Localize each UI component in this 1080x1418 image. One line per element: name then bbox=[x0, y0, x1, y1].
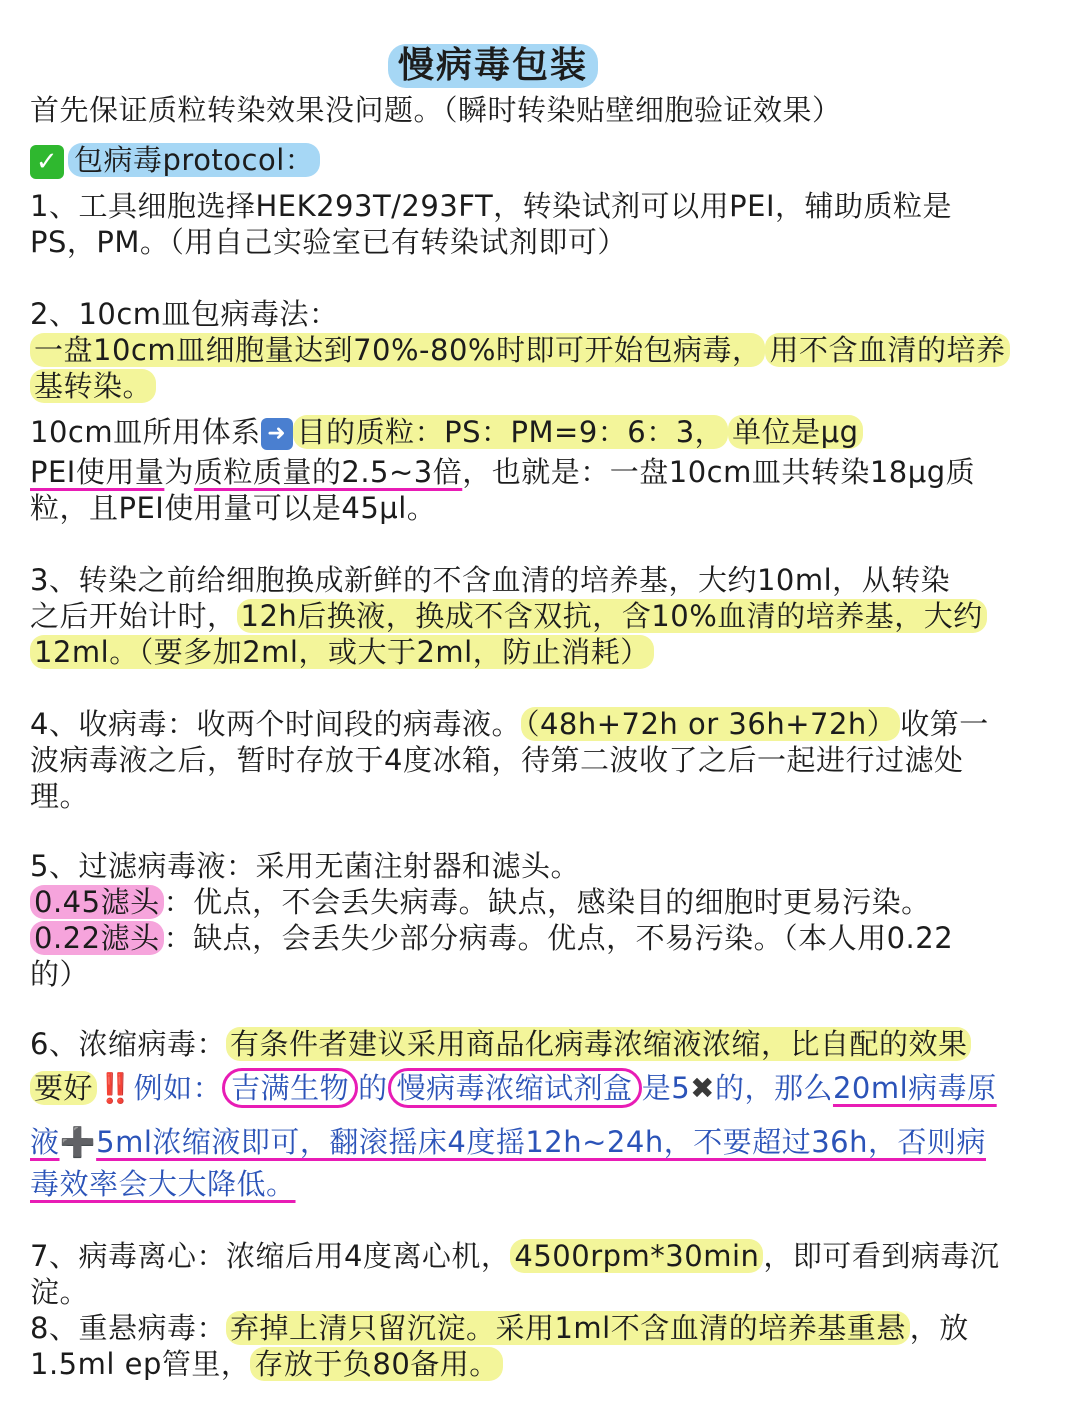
step8-label: 8、重悬病毒： bbox=[30, 1311, 226, 1345]
step6-label: 6、浓缩病毒： bbox=[30, 1027, 226, 1061]
step6-highlight: 有条件者建议采用商品化病毒浓缩液浓缩，比自配的效果 bbox=[226, 1027, 972, 1061]
step7-rest: ，即可看到病毒沉 bbox=[763, 1239, 1000, 1273]
step7-line1 bbox=[30, 1238, 999, 1274]
step8-storage: 存放于负80备用。 bbox=[250, 1347, 502, 1381]
step5-line2 bbox=[30, 920, 953, 956]
step6-volume: 20ml病毒原 bbox=[832, 1071, 997, 1105]
filter-022-desc: ：缺点，会丢失少部分病毒。优点，不易污染。（本人用0.22 bbox=[163, 921, 954, 955]
check-mark-icon: ✓ bbox=[30, 145, 64, 179]
step2-line1 bbox=[30, 332, 1010, 368]
step5-line3: 的） bbox=[30, 957, 90, 991]
step6-warning: 毒效率会大大降低。 bbox=[30, 1167, 296, 1201]
plus-icon: ➕ bbox=[59, 1125, 97, 1159]
step2-highlight-c: 基转染。 bbox=[30, 369, 156, 403]
step8-rest: ，放 bbox=[909, 1311, 969, 1345]
filter-045-desc: ：优点，不会丢失病毒。缺点，感染目的细胞时更易污染。 bbox=[163, 885, 931, 919]
step6-brand: 吉满生物 bbox=[222, 1068, 358, 1108]
step6-instructions: 5ml浓缩液即可，翻滚摇床4度摇12h~24h，不要超过36h，否则病 bbox=[96, 1125, 986, 1159]
step6-then: 的，那么 bbox=[714, 1071, 833, 1105]
step6-line2 bbox=[30, 1070, 997, 1106]
step5-title: 5、过滤病毒液：采用无菌注射器和滤头。 bbox=[30, 849, 580, 883]
step1-line2: PS，PM。（用自己实验室已有转染试剂即可） bbox=[30, 225, 627, 259]
step4-times: （48h+72h or 36h+72h） bbox=[521, 707, 900, 741]
page-title: 慢病毒包装 bbox=[388, 44, 598, 88]
step6-kit: 慢病毒浓缩试剂盒 bbox=[388, 1068, 642, 1108]
step2-highlight-a: 一盘10cm皿细胞量达到70%-80%时即可开始包病毒， bbox=[30, 333, 765, 367]
step2-pei-ratio: 质粒质量的2.5~3倍 bbox=[193, 455, 463, 489]
step3-volume: 12ml。（要多加2ml，或大于2ml，防止消耗） bbox=[30, 635, 654, 669]
step4-rest: 收第一 bbox=[900, 707, 989, 741]
step3-line2 bbox=[30, 598, 987, 634]
step2-line2 bbox=[30, 368, 156, 404]
step2-line3 bbox=[30, 414, 863, 450]
step5-line1 bbox=[30, 884, 931, 920]
intro-line: 首先保证质粒转染效果没问题。（瞬时转染贴壁细胞验证效果） bbox=[30, 93, 842, 127]
right-arrow-icon: ➜ bbox=[261, 418, 293, 450]
step7-label: 7、病毒离心：浓缩后用4度离心机， bbox=[30, 1239, 511, 1273]
step7-line2: 淀。 bbox=[30, 1275, 90, 1309]
step8-tube: 1.5ml ep管里， bbox=[30, 1347, 251, 1381]
step6-better: 要好 bbox=[30, 1071, 97, 1105]
step2-title: 2、10cm皿包病毒法： bbox=[30, 297, 339, 331]
filter-045-label: 0.45滤头 bbox=[30, 885, 164, 919]
step6-example: 例如： bbox=[133, 1071, 223, 1105]
step6-liquid: 液 bbox=[30, 1125, 60, 1159]
step6-line4 bbox=[30, 1166, 296, 1202]
step4-line1 bbox=[30, 706, 989, 742]
step2-highlight-b: 用不含血清的培养 bbox=[765, 333, 1009, 367]
step4-label: 4、收病毒：收两个时间段的病毒液。 bbox=[30, 707, 521, 741]
step4-line2: 波病毒液之后，暂时存放于4度冰箱，待第二波收了之后一起进行过滤处 bbox=[30, 743, 964, 777]
step4-line3: 理。 bbox=[30, 779, 90, 813]
step8-highlight: 弃掉上清只留沉淀。采用1ml不含血清的培养基重悬 bbox=[226, 1311, 910, 1345]
step3-start: 之后开始计时， bbox=[30, 599, 237, 633]
step3-line1: 3、转染之前给细胞换成新鲜的不含血清的培养基，大约10ml，从转染 bbox=[30, 563, 951, 597]
filter-022-label: 0.22滤头 bbox=[30, 921, 164, 955]
step6-line3 bbox=[30, 1124, 986, 1160]
step8-line2 bbox=[30, 1346, 503, 1382]
step2-line4 bbox=[30, 454, 975, 490]
protocol-heading bbox=[30, 142, 320, 179]
step2-unit: 单位是μg bbox=[728, 415, 862, 449]
step2-for: 为 bbox=[164, 455, 194, 489]
step2-line5: 粒，且PEI使用量可以是45μl。 bbox=[30, 491, 437, 525]
step6-five: 是5 bbox=[641, 1071, 691, 1105]
step2-ratio: 目的质粒：PS：PM=9：6：3， bbox=[293, 415, 729, 449]
step2-system-label: 10cm皿所用体系 bbox=[30, 415, 261, 449]
step7-speed: 4500rpm*30min bbox=[510, 1239, 763, 1273]
step6-de: 的 bbox=[358, 1071, 388, 1105]
step3-highlight: 12h后换液，换成不含双抗，含10%血清的培养基，大约 bbox=[237, 599, 987, 633]
cross-mark-icon: ✖ bbox=[690, 1071, 715, 1105]
step6-line1 bbox=[30, 1026, 971, 1062]
step3-line3 bbox=[30, 634, 654, 670]
step8-line1 bbox=[30, 1310, 969, 1346]
protocol-heading-label: 包病毒protocol： bbox=[68, 143, 320, 177]
step2-pei-rest: ，也就是：一盘10cm皿共转染18μg质 bbox=[462, 455, 976, 489]
step1-line1: 1、工具细胞选择HEK293T/293FT，转染试剂可以用PEI，辅助质粒是 bbox=[30, 189, 953, 223]
step2-pei-amount: PEI使用量 bbox=[30, 455, 165, 489]
double-exclamation-icon: ‼️ bbox=[97, 1071, 134, 1105]
